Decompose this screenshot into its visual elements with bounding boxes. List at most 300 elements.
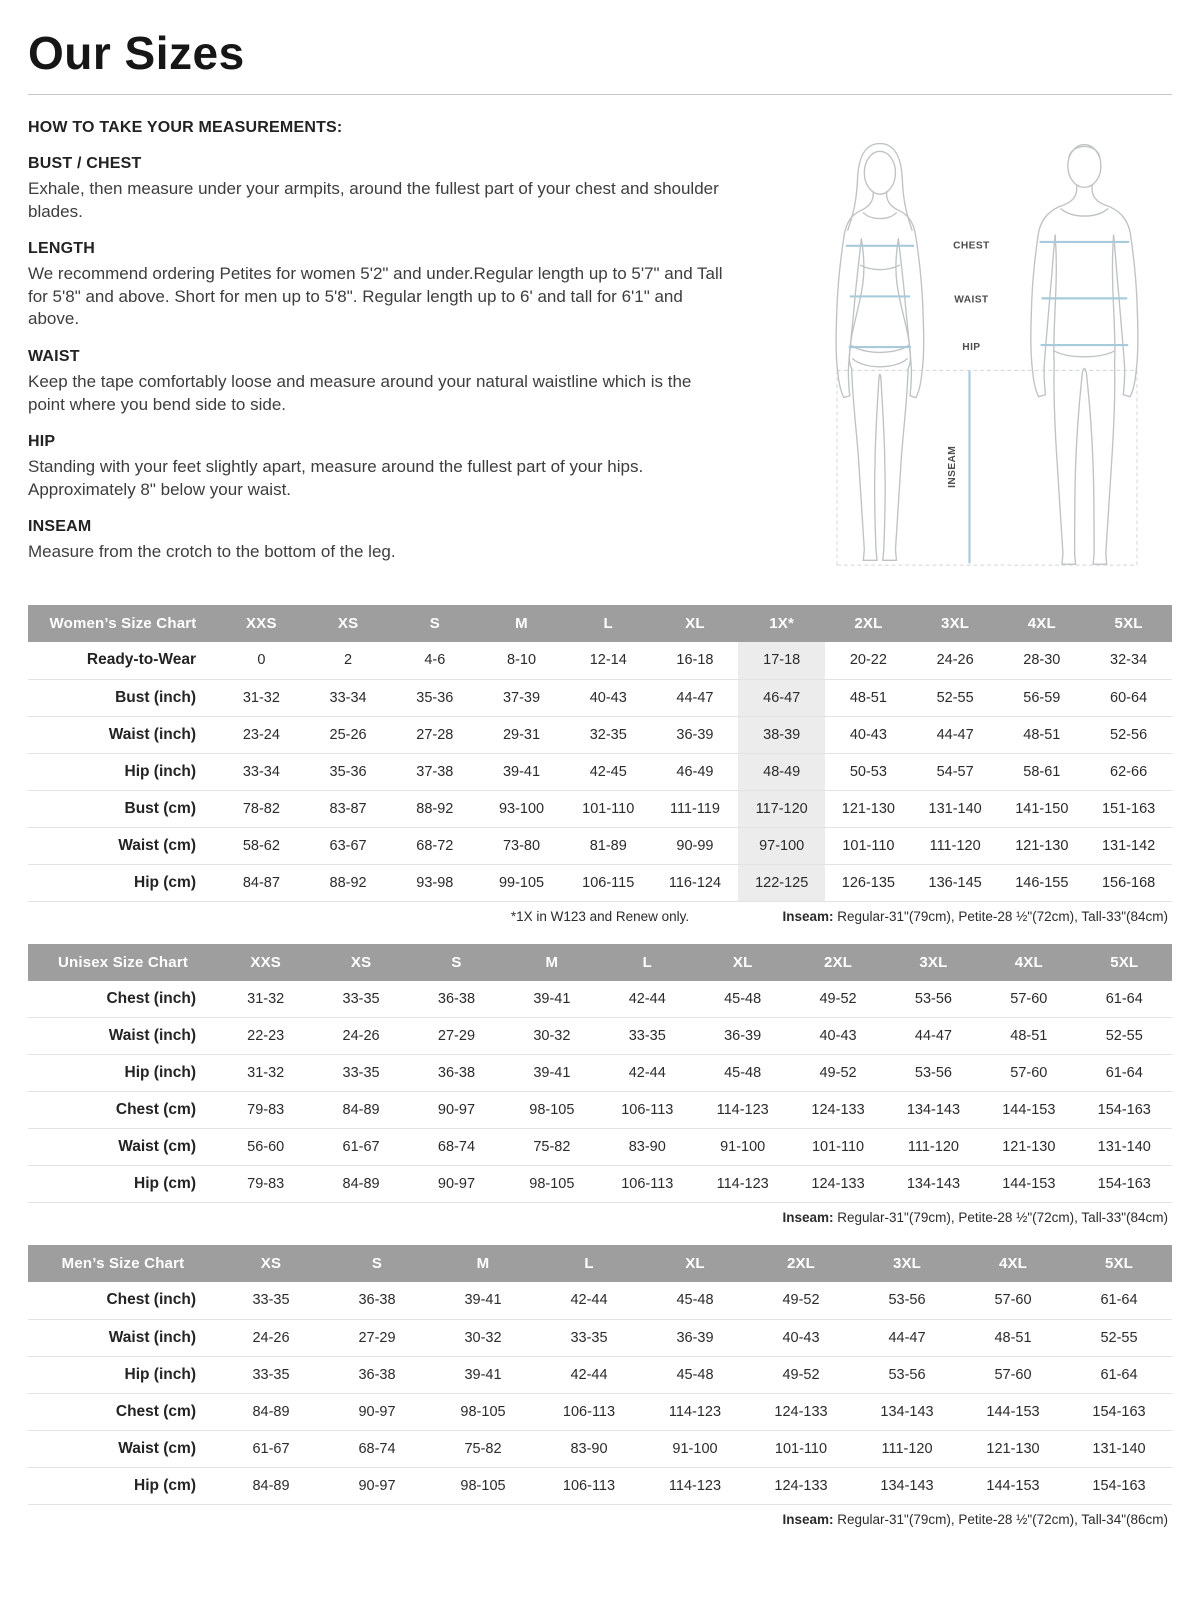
- size-cell: 53-56: [886, 1055, 981, 1092]
- size-cell: 124-133: [790, 1166, 885, 1203]
- unisex-size-chart-section: [28, 944, 1172, 1232]
- size-cell: 35-36: [391, 679, 478, 716]
- womens-size-chart-section: [28, 605, 1172, 930]
- mens-size-chart-section: [28, 1245, 1172, 1533]
- size-cell: 68-74: [409, 1129, 504, 1166]
- column-header-m: M: [430, 1245, 536, 1282]
- size-cell: 57-60: [981, 981, 1076, 1018]
- column-header-2xl: 2XL: [825, 605, 912, 642]
- size-cell: 91-100: [642, 1430, 748, 1467]
- size-cell: 90-99: [652, 827, 739, 864]
- size-cell: 30-32: [430, 1319, 536, 1356]
- size-cell: 20-22: [825, 642, 912, 679]
- waist-label: WAIST: [954, 294, 989, 306]
- size-cell: 36-39: [695, 1018, 790, 1055]
- size-cell: 52-56: [1085, 716, 1172, 753]
- size-cell: 28-30: [998, 642, 1085, 679]
- table-row: [28, 679, 1172, 716]
- size-cell: 54-57: [912, 753, 999, 790]
- size-cell: 151-163: [1085, 790, 1172, 827]
- size-cell: 16-18: [652, 642, 739, 679]
- size-cell: 27-28: [391, 716, 478, 753]
- size-cell: 99-105: [478, 864, 565, 901]
- size-cell: 45-48: [695, 981, 790, 1018]
- row-label: Waist (cm): [28, 1430, 218, 1467]
- size-cell: 106-115: [565, 864, 652, 901]
- inseam-note-label: Inseam:: [782, 1210, 834, 1226]
- column-header-l: L: [600, 944, 695, 981]
- size-cell: 4-6: [391, 642, 478, 679]
- size-cell: 45-48: [695, 1055, 790, 1092]
- size-cell: 131-142: [1085, 827, 1172, 864]
- size-cell: 144-153: [960, 1393, 1066, 1430]
- size-cell: 98-105: [430, 1467, 536, 1504]
- size-cell: 57-60: [960, 1356, 1066, 1393]
- size-cell: 98-105: [504, 1166, 599, 1203]
- size-cell: 36-38: [324, 1356, 430, 1393]
- table-row: [28, 1356, 1172, 1393]
- size-cell: 84-87: [218, 864, 305, 901]
- size-cell: 90-97: [324, 1467, 430, 1504]
- row-label: Chest (inch): [28, 1282, 218, 1319]
- size-cell: 124-133: [748, 1467, 854, 1504]
- mens-size-chart-table: [28, 1245, 1172, 1505]
- size-cell: 83-90: [600, 1129, 695, 1166]
- size-cell: 98-105: [430, 1393, 536, 1430]
- table-title: Unisex Size Chart: [28, 944, 218, 981]
- measurement-instructions: [28, 119, 728, 581]
- size-cell: 58-61: [998, 753, 1085, 790]
- size-cell: 17-18: [738, 642, 825, 679]
- size-cell: 98-105: [504, 1092, 599, 1129]
- row-label: Bust (cm): [28, 790, 218, 827]
- size-cell: 106-113: [600, 1166, 695, 1203]
- size-cell: 91-100: [695, 1129, 790, 1166]
- row-label: Hip (cm): [28, 1166, 218, 1203]
- table-header-row: [28, 944, 1172, 981]
- table-row: [28, 1129, 1172, 1166]
- size-cell: 58-62: [218, 827, 305, 864]
- size-cell: 146-155: [998, 864, 1085, 901]
- size-cell: 22-23: [218, 1018, 313, 1055]
- size-tables: [28, 605, 1172, 1533]
- table-row: [28, 1467, 1172, 1504]
- size-cell: 68-72: [391, 827, 478, 864]
- table-title: Women’s Size Chart: [28, 605, 218, 642]
- size-cell: 136-145: [912, 864, 999, 901]
- size-cell: 131-140: [912, 790, 999, 827]
- size-cell: 61-64: [1077, 981, 1172, 1018]
- row-label: Waist (cm): [28, 1129, 218, 1166]
- size-cell: 134-143: [854, 1393, 960, 1430]
- column-header-4xl: 4XL: [981, 944, 1076, 981]
- unisex-size-chart-table: [28, 944, 1172, 1204]
- column-header-3xl: 3XL: [886, 944, 981, 981]
- size-cell: 154-163: [1077, 1166, 1172, 1203]
- size-cell: 131-140: [1077, 1129, 1172, 1166]
- size-cell: 154-163: [1066, 1467, 1172, 1504]
- size-cell: 31-32: [218, 679, 305, 716]
- size-cell: 48-49: [738, 753, 825, 790]
- size-cell: 144-153: [960, 1467, 1066, 1504]
- instruction-title: WAIST: [28, 348, 80, 366]
- column-header-2xl: 2XL: [790, 944, 885, 981]
- instruction-bust-chest: [28, 155, 728, 223]
- table-row: [28, 1092, 1172, 1129]
- column-header-m: M: [504, 944, 599, 981]
- column-header-m: M: [478, 605, 565, 642]
- size-cell: 106-113: [536, 1393, 642, 1430]
- size-cell: 33-35: [600, 1018, 695, 1055]
- size-cell: 44-47: [912, 716, 999, 753]
- size-cell: 24-26: [912, 642, 999, 679]
- column-header-s: S: [391, 605, 478, 642]
- row-label: Hip (cm): [28, 864, 218, 901]
- size-cell: 88-92: [305, 864, 392, 901]
- size-cell: 88-92: [391, 790, 478, 827]
- row-label: Bust (inch): [28, 679, 218, 716]
- size-cell: 36-39: [652, 716, 739, 753]
- size-cell: 56-59: [998, 679, 1085, 716]
- size-cell: 46-49: [652, 753, 739, 790]
- size-cell: 154-163: [1077, 1092, 1172, 1129]
- one-x-note: *1X in W123 and Renew only.: [510, 908, 690, 924]
- size-cell: 40-43: [790, 1018, 885, 1055]
- column-header-5xl: 5XL: [1085, 605, 1172, 642]
- size-cell: 24-26: [313, 1018, 408, 1055]
- size-cell: 53-56: [854, 1282, 960, 1319]
- size-cell: 116-124: [652, 864, 739, 901]
- title-divider: [28, 94, 1172, 95]
- size-cell: 33-35: [218, 1356, 324, 1393]
- female-figure-illustration: [836, 144, 924, 561]
- size-cell: 33-35: [218, 1282, 324, 1319]
- size-cell: 42-44: [600, 981, 695, 1018]
- column-header-xs: XS: [313, 944, 408, 981]
- instruction-waist: [28, 348, 728, 416]
- size-cell: 101-110: [748, 1430, 854, 1467]
- row-label: Waist (inch): [28, 1018, 218, 1055]
- size-cell: 81-89: [565, 827, 652, 864]
- size-cell: 8-10: [478, 642, 565, 679]
- size-cell: 101-110: [825, 827, 912, 864]
- table-row: [28, 753, 1172, 790]
- size-cell: 48-51: [998, 716, 1085, 753]
- inseam-note-label: Inseam:: [782, 908, 834, 924]
- size-cell: 30-32: [504, 1018, 599, 1055]
- size-cell: 49-52: [790, 1055, 885, 1092]
- table-row: [28, 1430, 1172, 1467]
- table-row: [28, 864, 1172, 901]
- unisex-table-footnote: [28, 1203, 1172, 1231]
- row-label: Chest (cm): [28, 1393, 218, 1430]
- row-label: Waist (cm): [28, 827, 218, 864]
- size-cell: 154-163: [1066, 1393, 1172, 1430]
- size-cell: 61-64: [1077, 1055, 1172, 1092]
- size-cell: 31-32: [218, 981, 313, 1018]
- size-cell: 35-36: [305, 753, 392, 790]
- size-cell: 40-43: [748, 1319, 854, 1356]
- table-title: Men’s Size Chart: [28, 1245, 218, 1282]
- table-row: [28, 1282, 1172, 1319]
- size-cell: 39-41: [430, 1356, 536, 1393]
- size-cell: 33-34: [218, 753, 305, 790]
- size-cell: 49-52: [748, 1282, 854, 1319]
- size-cell: 84-89: [313, 1166, 408, 1203]
- size-cell: 29-31: [478, 716, 565, 753]
- table-row: [28, 642, 1172, 679]
- size-cell: 36-38: [409, 981, 504, 1018]
- size-cell: 53-56: [854, 1356, 960, 1393]
- row-label: Waist (inch): [28, 1319, 218, 1356]
- column-header-3xl: 3XL: [912, 605, 999, 642]
- instructions-heading: HOW TO TAKE YOUR MEASUREMENTS:: [28, 119, 343, 136]
- size-cell: 40-43: [565, 679, 652, 716]
- column-header-xl: XL: [652, 605, 739, 642]
- column-header-xs: XS: [305, 605, 392, 642]
- male-figure-illustration: [1031, 145, 1138, 565]
- size-cell: 121-130: [981, 1129, 1076, 1166]
- instruction-title: INSEAM: [28, 518, 92, 536]
- size-cell: 63-67: [305, 827, 392, 864]
- size-cell: 39-41: [478, 753, 565, 790]
- size-cell: 31-32: [218, 1055, 313, 1092]
- size-cell: 37-39: [478, 679, 565, 716]
- size-cell: 106-113: [536, 1467, 642, 1504]
- size-cell: 114-123: [695, 1166, 790, 1203]
- size-cell: 156-168: [1085, 864, 1172, 901]
- size-cell: 42-44: [536, 1356, 642, 1393]
- column-header-5xl: 5XL: [1077, 944, 1172, 981]
- size-cell: 36-38: [324, 1282, 430, 1319]
- page-title: Our Sizes: [28, 27, 245, 79]
- size-cell: 49-52: [748, 1356, 854, 1393]
- size-cell: 117-120: [738, 790, 825, 827]
- size-cell: 25-26: [305, 716, 392, 753]
- size-cell: 39-41: [504, 1055, 599, 1092]
- size-cell: 32-35: [565, 716, 652, 753]
- size-cell: 23-24: [218, 716, 305, 753]
- size-cell: 131-140: [1066, 1430, 1172, 1467]
- size-cell: 84-89: [218, 1467, 324, 1504]
- instruction-text: Standing with your feet slightly apart, measure around the fullest part of your hips. Approximately 8" below your waist.: [28, 457, 644, 499]
- size-cell: 53-56: [886, 981, 981, 1018]
- size-cell: 134-143: [886, 1166, 981, 1203]
- size-cell: 39-41: [430, 1282, 536, 1319]
- size-cell: 33-34: [305, 679, 392, 716]
- inseam-note: [782, 1512, 1168, 1527]
- size-cell: 56-60: [218, 1129, 313, 1166]
- instruction-text: Measure from the crotch to the bottom of the leg.: [28, 542, 396, 562]
- womens-size-chart-table: [28, 605, 1172, 902]
- row-label: Hip (inch): [28, 1356, 218, 1393]
- size-cell: 114-123: [642, 1467, 748, 1504]
- size-cell: 33-35: [313, 981, 408, 1018]
- size-cell: 114-123: [695, 1092, 790, 1129]
- size-cell: 45-48: [642, 1282, 748, 1319]
- instruction-title: HIP: [28, 433, 56, 451]
- size-cell: 75-82: [430, 1430, 536, 1467]
- size-cell: 61-64: [1066, 1282, 1172, 1319]
- size-cell: 90-97: [409, 1092, 504, 1129]
- instruction-title: BUST / CHEST: [28, 155, 142, 172]
- row-label: Ready-to-Wear: [28, 642, 218, 679]
- size-cell: 121-130: [998, 827, 1085, 864]
- size-cell: 50-53: [825, 753, 912, 790]
- column-header-xl: XL: [695, 944, 790, 981]
- size-cell: 38-39: [738, 716, 825, 753]
- table-row: [28, 790, 1172, 827]
- size-cell: 79-83: [218, 1166, 313, 1203]
- size-cell: 27-29: [409, 1018, 504, 1055]
- size-cell: 33-35: [313, 1055, 408, 1092]
- column-header-2xl: 2XL: [748, 1245, 854, 1282]
- size-cell: 83-90: [536, 1430, 642, 1467]
- mens-table-footnote: [28, 1505, 1172, 1533]
- size-cell: 97-100: [738, 827, 825, 864]
- column-header-xxs: XXS: [218, 944, 313, 981]
- size-cell: 32-34: [1085, 642, 1172, 679]
- size-cell: 57-60: [960, 1282, 1066, 1319]
- inseam-note-text: Regular-31"(79cm), Petite-28 ½"(72cm), Tall-33"(84cm): [833, 908, 1168, 924]
- instruction-hip: [28, 433, 728, 501]
- size-cell: 61-67: [313, 1129, 408, 1166]
- row-label: Hip (inch): [28, 753, 218, 790]
- size-cell: 52-55: [1066, 1319, 1172, 1356]
- column-header-l: L: [565, 605, 652, 642]
- column-header-xs: XS: [218, 1245, 324, 1282]
- size-cell: 33-35: [536, 1319, 642, 1356]
- size-cell: 111-120: [886, 1129, 981, 1166]
- size-cell: 79-83: [218, 1092, 313, 1129]
- instruction-length: [28, 240, 728, 331]
- size-cell: 46-47: [738, 679, 825, 716]
- measurement-diagram: [777, 119, 1172, 581]
- size-cell: 48-51: [981, 1018, 1076, 1055]
- measurement-lines: [846, 242, 1129, 563]
- size-cell: 101-110: [790, 1129, 885, 1166]
- instruction-text: We recommend ordering Petites for women 5'2" and under.Regular length up to 5'7" and Tall for 5'8" and above. Short for men up to 5'8". Regular length up to 6' and tall for 6'1" and above.: [28, 264, 723, 329]
- row-label: Hip (cm): [28, 1467, 218, 1504]
- size-cell: 27-29: [324, 1319, 430, 1356]
- row-label: Chest (inch): [28, 981, 218, 1018]
- size-cell: 2: [305, 642, 392, 679]
- table-row: [28, 1055, 1172, 1092]
- size-cell: 61-67: [218, 1430, 324, 1467]
- size-cell: 90-97: [324, 1393, 430, 1430]
- size-cell: 106-113: [600, 1092, 695, 1129]
- inseam-note-text: Regular-31"(79cm), Petite-28 ½"(72cm), Tall-33"(84cm): [833, 1210, 1168, 1226]
- instruction-text: Keep the tape comfortably loose and measure around your natural waistline which is the point where you bend side to side.: [28, 372, 692, 414]
- table-header-row: [28, 1245, 1172, 1282]
- size-cell: 37-38: [391, 753, 478, 790]
- size-cell: 48-51: [825, 679, 912, 716]
- page-header: [28, 26, 1172, 95]
- size-cell: 124-133: [790, 1092, 885, 1129]
- size-cell: 101-110: [565, 790, 652, 827]
- size-cell: 93-98: [391, 864, 478, 901]
- size-cell: 61-64: [1066, 1356, 1172, 1393]
- size-cell: 114-123: [642, 1393, 748, 1430]
- size-cell: 24-26: [218, 1319, 324, 1356]
- inseam-note-text: Regular-31"(79cm), Petite-28 ½"(72cm), Tall-34"(86cm): [833, 1511, 1168, 1527]
- size-cell: 84-89: [313, 1092, 408, 1129]
- size-cell: 45-48: [642, 1356, 748, 1393]
- size-cell: 42-44: [536, 1282, 642, 1319]
- size-cell: 42-45: [565, 753, 652, 790]
- table-row: [28, 827, 1172, 864]
- inseam-label: INSEAM: [946, 445, 958, 488]
- size-cell: 111-120: [854, 1430, 960, 1467]
- column-header-l: L: [536, 1245, 642, 1282]
- size-cell: 40-43: [825, 716, 912, 753]
- size-cell: 121-130: [825, 790, 912, 827]
- table-row: [28, 1018, 1172, 1055]
- size-cell: 52-55: [1077, 1018, 1172, 1055]
- table-row: [28, 981, 1172, 1018]
- column-header-5xl: 5XL: [1066, 1245, 1172, 1282]
- inseam-note: [782, 1210, 1168, 1225]
- size-cell: 0: [218, 642, 305, 679]
- instruction-title: LENGTH: [28, 240, 95, 258]
- row-label: Waist (inch): [28, 716, 218, 753]
- size-cell: 78-82: [218, 790, 305, 827]
- size-cell: 60-64: [1085, 679, 1172, 716]
- column-header-3xl: 3XL: [854, 1245, 960, 1282]
- size-cell: 73-80: [478, 827, 565, 864]
- instruction-inseam: [28, 518, 728, 564]
- size-cell: 36-38: [409, 1055, 504, 1092]
- column-header-xl: XL: [642, 1245, 748, 1282]
- row-label: Hip (inch): [28, 1055, 218, 1092]
- table-row: [28, 1319, 1172, 1356]
- size-cell: 90-97: [409, 1166, 504, 1203]
- size-cell: 83-87: [305, 790, 392, 827]
- size-cell: 141-150: [998, 790, 1085, 827]
- size-cell: 134-143: [886, 1092, 981, 1129]
- size-cell: 134-143: [854, 1467, 960, 1504]
- column-header-1x: 1X*: [738, 605, 825, 642]
- size-cell: 122-125: [738, 864, 825, 901]
- size-cell: 111-120: [912, 827, 999, 864]
- size-cell: 52-55: [912, 679, 999, 716]
- size-cell: 49-52: [790, 981, 885, 1018]
- size-cell: 36-39: [642, 1319, 748, 1356]
- size-cell: 126-135: [825, 864, 912, 901]
- measurements-area: [28, 119, 1172, 581]
- table-row: [28, 1166, 1172, 1203]
- size-cell: 75-82: [504, 1129, 599, 1166]
- size-cell: 42-44: [600, 1055, 695, 1092]
- size-cell: 57-60: [981, 1055, 1076, 1092]
- size-cell: 121-130: [960, 1430, 1066, 1467]
- size-cell: 84-89: [218, 1393, 324, 1430]
- table-row: [28, 1393, 1172, 1430]
- size-cell: 111-119: [652, 790, 739, 827]
- size-cell: 39-41: [504, 981, 599, 1018]
- column-header-4xl: 4XL: [998, 605, 1085, 642]
- size-cell: 44-47: [652, 679, 739, 716]
- table-header-row: [28, 605, 1172, 642]
- size-cell: 62-66: [1085, 753, 1172, 790]
- size-cell: 68-74: [324, 1430, 430, 1467]
- inseam-note-label: Inseam:: [782, 1511, 834, 1527]
- womens-table-footnote: [28, 902, 1172, 930]
- column-header-s: S: [409, 944, 504, 981]
- chest-label: CHEST: [953, 240, 990, 252]
- size-cell: 12-14: [565, 642, 652, 679]
- size-cell: 48-51: [960, 1319, 1066, 1356]
